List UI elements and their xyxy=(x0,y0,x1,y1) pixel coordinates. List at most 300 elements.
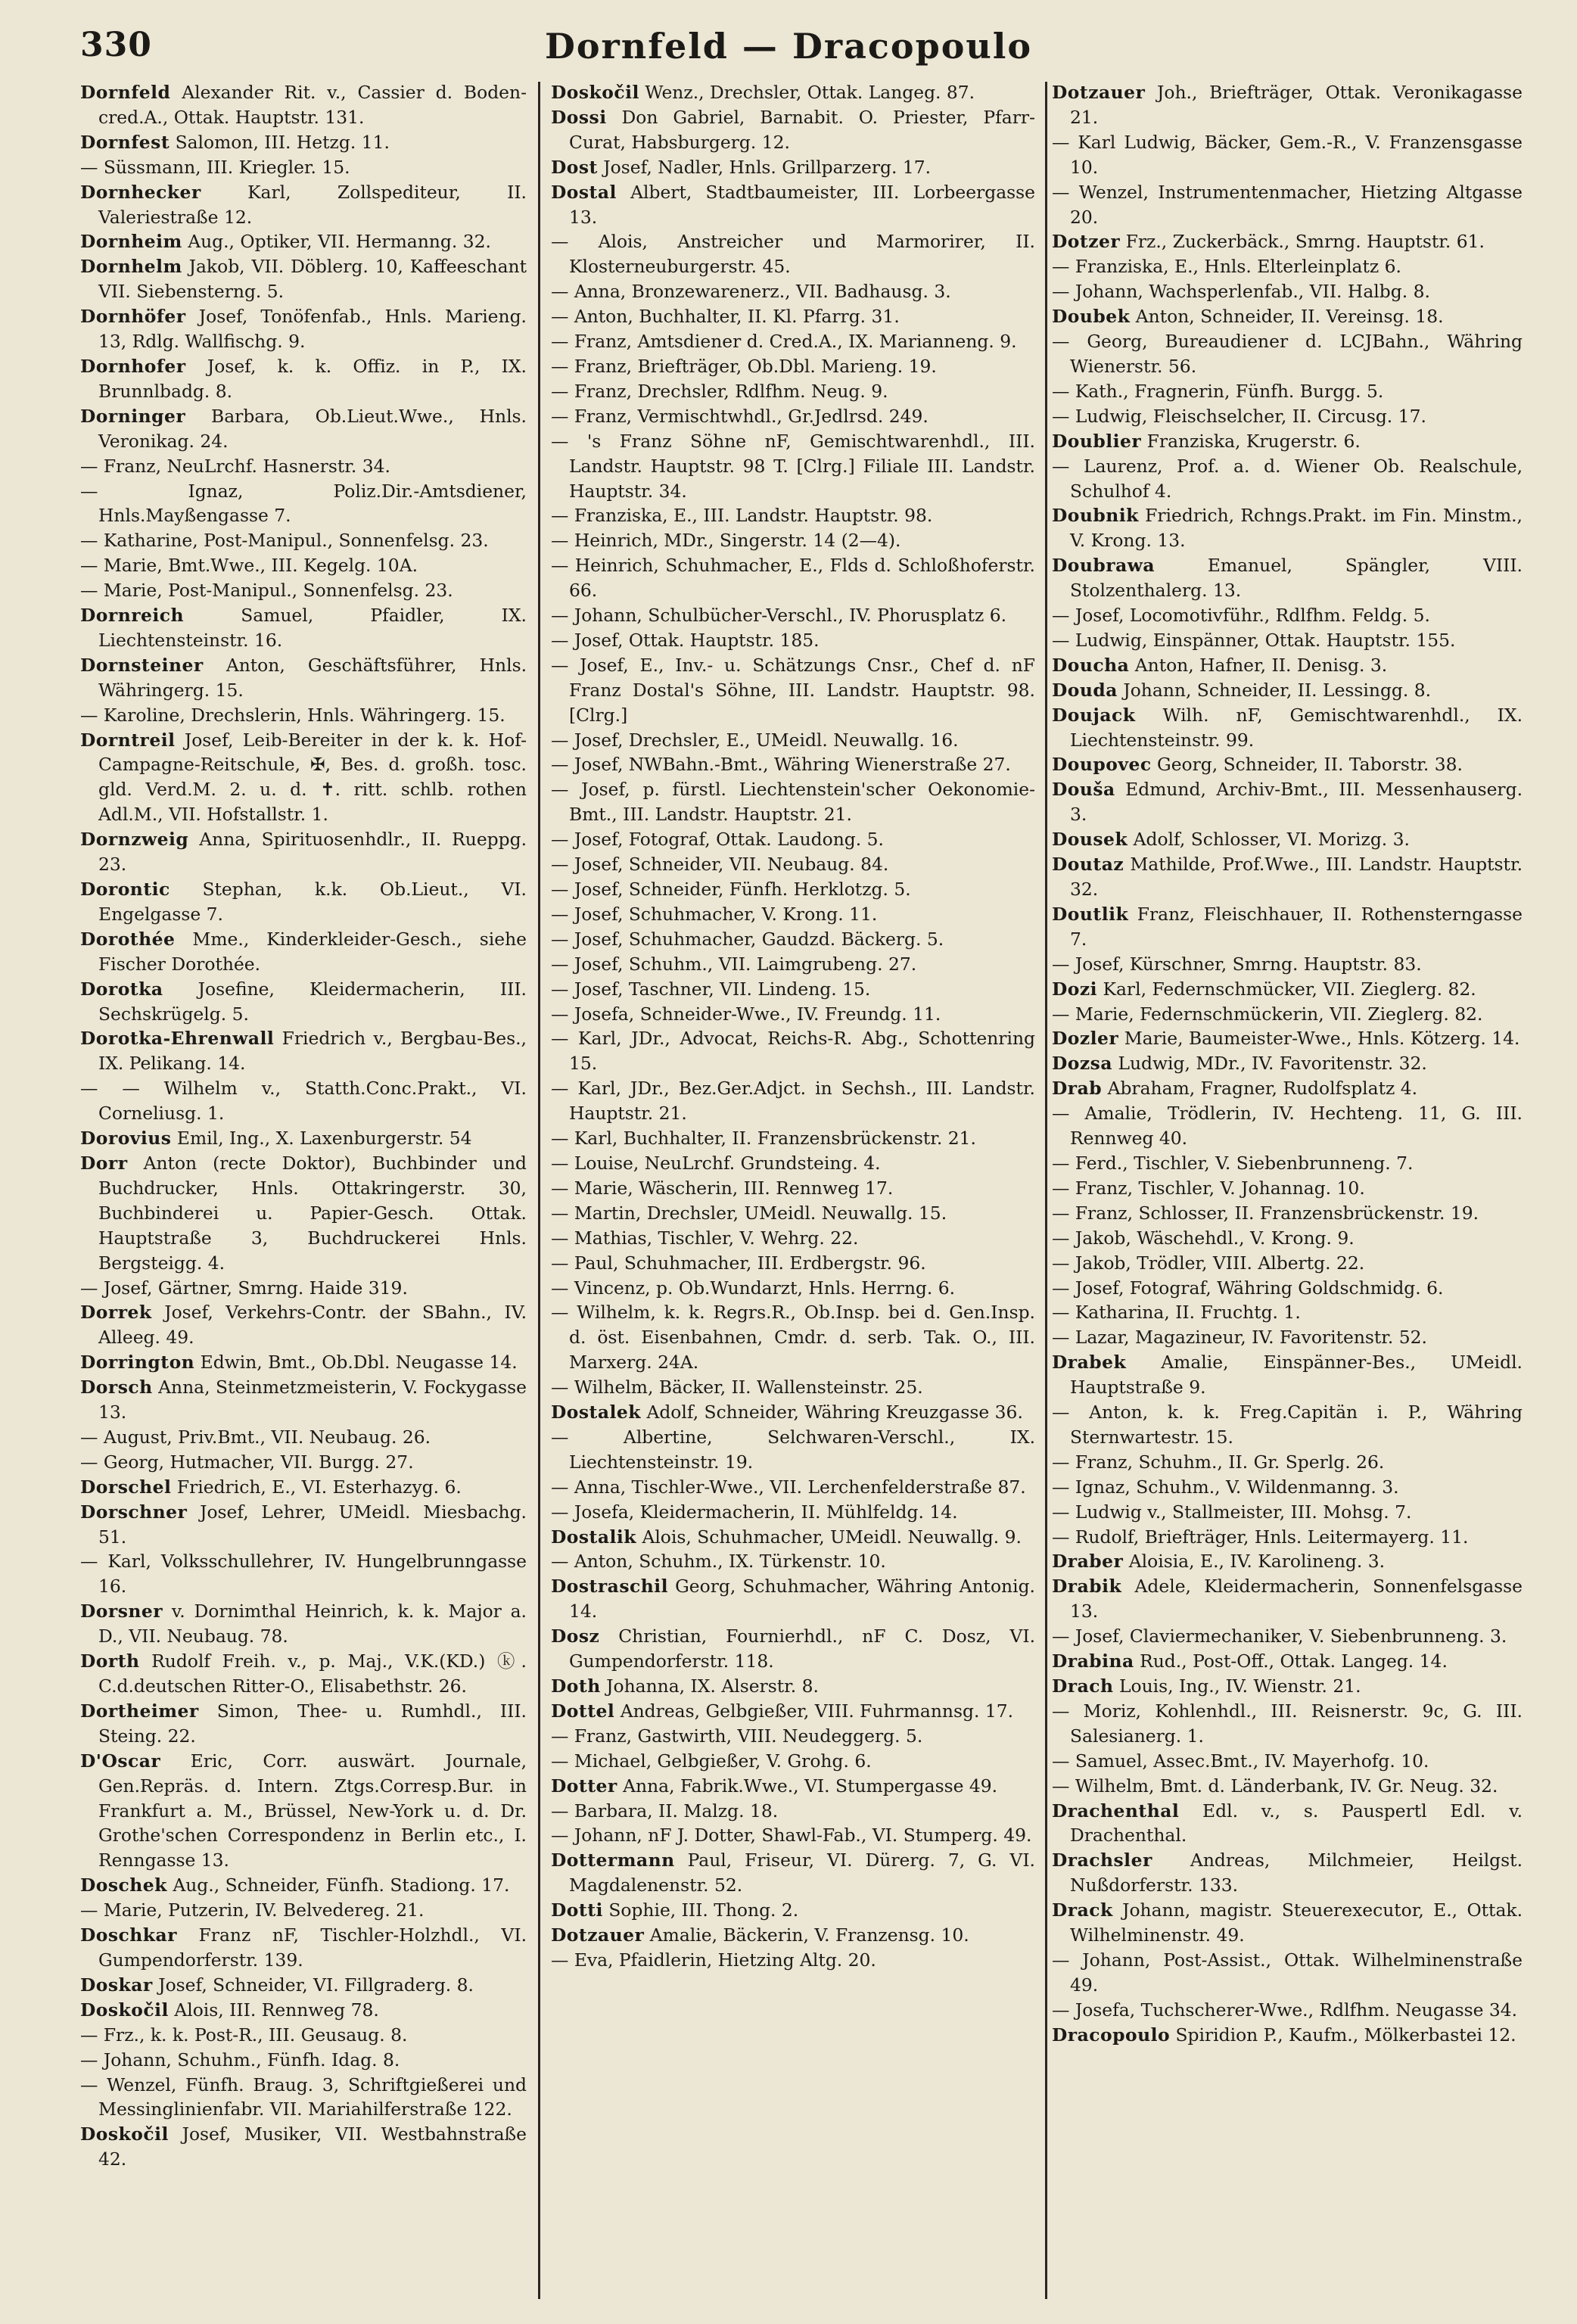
entry-details: — Franz, Amtsdiener d. Cred.A., IX. Marianneng. 9. xyxy=(551,331,1017,353)
entry-details: — Anton, Buchhalter, II. Kl. Pfarrg. 31. xyxy=(551,306,900,328)
directory-entry xyxy=(80,404,527,454)
directory-entry xyxy=(551,105,1035,155)
directory-entry xyxy=(1052,130,1523,180)
directory-entry xyxy=(551,1425,1035,1475)
directory-entry xyxy=(1052,304,1523,329)
directory-entry xyxy=(80,1599,527,1649)
entry-surname: Drachenthal xyxy=(1052,1800,1180,1822)
directory-entry xyxy=(80,180,527,230)
entry-details: — Marie, Federnschmückerin, VII. Zieglerg. 82. xyxy=(1052,1003,1483,1025)
entry-details: — Alois, Anstreicher und Marmorirer, II. Klosterneuburgerstr. 45. xyxy=(551,231,1035,278)
directory-entry xyxy=(1052,80,1523,130)
entry-surname: Draber xyxy=(1052,1551,1124,1573)
entry-details: — Josef, Fotograf, Währing Goldschmidg. 6. xyxy=(1052,1277,1444,1299)
directory-entry xyxy=(1052,1226,1523,1251)
entry-details: — Georg, Bureaudiener d. LCJBahn., Währing Wienerstr. 56. xyxy=(1052,331,1523,377)
entry-details: — Josefa, Kleidermacherin, II. Mühlfeldg. 14. xyxy=(551,1501,958,1523)
entry-details: Wilh. nF, Gemischtwarenhdl., IX. Liechtensteinstr. 99. xyxy=(1070,704,1523,751)
directory-entry xyxy=(1052,229,1523,254)
directory-entry xyxy=(1052,1525,1523,1550)
directory-entry xyxy=(80,528,527,553)
entry-surname: Drabik xyxy=(1052,1576,1122,1598)
entry-details: — Wilhelm, Bmt. d. Länderbank, IV. Gr. Neug. 32. xyxy=(1052,1775,1498,1797)
entry-details: Josef, Leib-Bereiter in der k. k. Hof-Campagne-Reitschule, ✠, Bes. d. großh. tosc. gld. Verd.M. 2. u. d. ✝. ritt. schlb. rothen Adl.M., VII. Hofstallstr. 1. xyxy=(98,729,527,826)
directory-entry xyxy=(1052,1774,1523,1799)
entry-details: — Karl Ludwig, Bäcker, Gem.-R., V. Franzensgasse 10. xyxy=(1052,131,1523,178)
entry-details: — Heinrich, MDr., Singerstr. 14 (2—4). xyxy=(551,530,901,552)
entry-details: — Josef, Schuhmacher, Gaudzd. Bäckerg. 5. xyxy=(551,928,944,950)
directory-entry xyxy=(1052,429,1523,454)
entry-details: Rudolf Freih. v., p. Maj., V.K.(KD.) ⓚ. C.d.deutschen Ritter-O., Elisabethstr. 26. xyxy=(98,1650,527,1697)
entry-surname: Dorotka xyxy=(80,978,163,1000)
entry-details: Josef, Verkehrs-Contr. der SBahn., IV. Alleeg. 49. xyxy=(98,1302,527,1349)
directory-entry xyxy=(80,1873,527,1898)
entry-details: — Paul, Schuhmacher, III. Erdbergstr. 96. xyxy=(551,1252,926,1274)
directory-entry xyxy=(1052,1051,1523,1076)
entry-details: Edl. v., s. Pauspertl Edl. v. Drachenthal. xyxy=(1070,1800,1523,1846)
directory-entry xyxy=(80,1126,527,1151)
entry-surname: Dorsch xyxy=(80,1377,153,1398)
entry-details: Louis, Ing., IV. Wienstr. 21. xyxy=(1118,1675,1361,1697)
entry-details: — Michael, Gelbgießer, V. Grohg. 6. xyxy=(551,1750,872,1772)
entry-surname: Drab xyxy=(1052,1078,1103,1100)
entry-details: Andreas, Milchmeier, Heilgst. Nußdorferstr. 133. xyxy=(1070,1850,1523,1896)
entry-surname: Dorothée xyxy=(80,928,176,950)
entry-details: — Franz, Schlosser, II. Franzensbrückenstr. 19. xyxy=(1052,1202,1479,1224)
entry-surname: Dracopoulo xyxy=(1052,2024,1171,2046)
directory-entry xyxy=(551,1749,1035,1774)
entry-details: — Amalie, Trödlerin, IV. Hechteng. 11, G. III. Rennweg 40. xyxy=(1052,1103,1523,1150)
directory-entry xyxy=(551,752,1035,777)
entry-details: Edwin, Bmt., Ob.Dbl. Neugasse 14. xyxy=(200,1352,518,1374)
entry-surname: Doschkar xyxy=(80,1924,177,1946)
directory-entry xyxy=(551,1026,1035,1076)
page-title: Dornfeld — Dracopoulo xyxy=(544,26,1033,67)
directory-entry xyxy=(80,254,527,304)
column-divider xyxy=(1045,82,1047,2299)
entry-details: — Anton, k. k. Freg.Capitän i. P., Währing Sternwartestr. 15. xyxy=(1052,1402,1523,1448)
entry-surname: D'Oscar xyxy=(80,1750,161,1772)
directory-entry xyxy=(1052,1624,1523,1649)
directory-entry xyxy=(80,553,527,578)
entry-surname: Dostraschil xyxy=(551,1576,669,1598)
column-divider xyxy=(538,82,540,2299)
directory-column-3 xyxy=(1052,80,1523,2305)
directory-entry xyxy=(80,653,527,703)
entry-details: Samuel, Pfaidler, IX. Liechtensteinstr. 16. xyxy=(98,605,527,651)
entry-details: — Franziska, E., Hnls. Elterleinplatz 6. xyxy=(1052,256,1401,278)
entry-surname: Doupovec xyxy=(1052,754,1152,776)
directory-entry xyxy=(80,927,527,977)
entry-details: — Josefa, Schneider-Wwe., IV. Freundg. 11. xyxy=(551,1003,941,1025)
entry-details: Aloisia, E., IV. Karolineng. 3. xyxy=(1128,1551,1386,1573)
directory-entry xyxy=(1052,503,1523,553)
directory-entry xyxy=(80,877,527,927)
entry-details: — Albertine, Selchwaren-Verschl., IX. Liechtensteinstr. 19. xyxy=(551,1426,1035,1473)
directory-entry xyxy=(80,1500,527,1550)
directory-entry xyxy=(80,2073,527,2123)
entry-surname: Doskar xyxy=(80,1974,153,1996)
entry-details: — Heinrich, Schuhmacher, E., Flds d. Schloßhoferstr. 66. xyxy=(551,555,1035,602)
entry-surname: Dorovius xyxy=(80,1128,172,1150)
directory-entry xyxy=(551,1226,1035,1251)
entry-details: Josef, Nadler, Hnls. Grillparzerg. 17. xyxy=(603,156,932,178)
directory-entry xyxy=(551,1799,1035,1824)
entry-details: — Rudolf, Briefträger, Hnls. Leitermayerg. 11. xyxy=(1052,1526,1469,1548)
entry-details: Simon, Thee- u. Rumhdl., III. Steing. 22. xyxy=(98,1700,527,1747)
entry-details: Emanuel, Spängler, VIII. Stolzenthalerg. 13. xyxy=(1070,555,1523,602)
directory-entry xyxy=(1052,1500,1523,1525)
entry-surname: Douda xyxy=(1052,679,1118,701)
entry-surname: Dorrek xyxy=(80,1302,152,1324)
directory-entry xyxy=(80,1450,527,1475)
directory-entry xyxy=(80,1898,527,1923)
entry-surname: Dost xyxy=(551,156,598,178)
entry-details: — Johann, Wachsperlenfab., VII. Halbg. 8. xyxy=(1052,281,1430,303)
directory-entry xyxy=(551,279,1035,304)
entry-details: Aug., Optiker, VII. Hermanng. 32. xyxy=(188,231,491,253)
entry-details: — Josef, Ottak. Hauptstr. 185. xyxy=(551,629,820,651)
directory-entry xyxy=(551,528,1035,553)
entry-details: — Marie, Bmt.Wwe., III. Kegelg. 10A. xyxy=(80,555,418,577)
entry-details: — Vincenz, p. Ob.Wundarzt, Hnls. Herrng. 6. xyxy=(551,1277,956,1299)
directory-entry xyxy=(80,2023,527,2048)
entry-details: — Karl, Volksschullehrer, IV. Hungelbrunngasse 16. xyxy=(80,1551,527,1598)
entry-surname: Dorschner xyxy=(80,1501,188,1523)
directory-entry xyxy=(80,1375,527,1425)
directory-entry xyxy=(1052,1076,1523,1101)
entry-surname: Dorntreil xyxy=(80,729,176,751)
directory-entry xyxy=(80,1026,527,1076)
entry-details: — Kath., Fragnerin, Fünfh. Burgg. 5. xyxy=(1052,380,1384,402)
entry-details: Jakob, VII. Döblerg. 10, Kaffeeschant VII. Siebensterng. 5. xyxy=(98,256,527,303)
directory-entry xyxy=(80,1076,527,1126)
directory-entry xyxy=(551,1848,1035,1898)
entry-details: Mme., Kinderkleider-Gesch., siehe Fischer Dorothée. xyxy=(98,928,527,975)
entry-surname: Dotzer xyxy=(1052,231,1121,253)
entry-details: Josef, k. k. Offiz. in P., IX. Brunnlbadg. 8. xyxy=(98,355,527,402)
directory-entry xyxy=(1052,454,1523,504)
directory-entry xyxy=(551,1475,1035,1500)
entry-details: Don Gabriel, Barnabit. O. Priester, Pfarr-Curat, Habsburgerg. 12. xyxy=(569,106,1035,153)
entry-details: — Franz, Tischler, V. Johannag. 10. xyxy=(1052,1177,1365,1199)
entry-surname: Dorsner xyxy=(80,1601,163,1622)
entry-details: — Franz, Briefträger, Ob.Dbl. Marieng. 19. xyxy=(551,355,937,377)
entry-details: Friedrich, Rchngs.Prakt. im Fin. Minstm., V. Krong. 13. xyxy=(1070,505,1523,552)
directory-entry xyxy=(551,1251,1035,1276)
directory-entry xyxy=(1052,404,1523,429)
entry-surname: Dotti xyxy=(551,1899,603,1921)
directory-entry xyxy=(1052,1898,1523,1948)
entry-details: — Louise, NeuLrchf. Grundsteing. 4. xyxy=(551,1152,881,1174)
entry-details: Adele, Kleidermacherin, Sonnenfelsgasse 13. xyxy=(1070,1576,1523,1622)
directory-entry xyxy=(80,977,527,1027)
entry-details: Josef, Tonöfenfab., Hnls. Marieng. 13, Rdlg. Wallfischg. 9. xyxy=(98,306,527,353)
directory-entry xyxy=(1052,1101,1523,1151)
directory-entry xyxy=(1052,1699,1523,1749)
entry-surname: Dorschel xyxy=(80,1476,172,1498)
entry-surname: Dozi xyxy=(1052,978,1098,1000)
directory-entry xyxy=(1052,180,1523,230)
directory-entry xyxy=(80,454,527,479)
entry-details: — Josef, Claviermechaniker, V. Siebenbrunneng. 3. xyxy=(1052,1626,1507,1647)
entry-details: Karl, Zollspediteur, II. Valeriestraße 12. xyxy=(98,181,527,228)
entry-details: Paul, Friseur, VI. Dürerg. 7, G. VI. Magdalenenstr. 52. xyxy=(569,1850,1035,1896)
entry-surname: Dornhöfer xyxy=(80,306,186,328)
entry-details: Eric, Corr. auswärt. Journale, Gen.Repräs. d. Intern. Ztgs.Corresp.Bur. in Frankfurt a. M., Brüssel, New-York u. d. Dr. Grothe'schen Correspondenz in Berlin etc., I. Renngasse 13. xyxy=(98,1750,527,1871)
entry-details: — Süssmann, III. Kriegler. 15. xyxy=(80,156,350,178)
entry-details: — Franz, Drechsler, Rdlfhm. Neug. 9. xyxy=(551,380,888,402)
entry-details: Josef, Musiker, VII. Westbahnstraße 42. xyxy=(98,2123,527,2170)
entry-details: Alexander Rit. v., Cassier d. Boden-cred.A., Ottak. Hauptstr. 131. xyxy=(98,82,527,128)
entry-surname: Dorotka-Ehrenwall xyxy=(80,1028,275,1050)
entry-details: — Franz, Vermischtwhdl., Gr.Jedlrsd. 249. xyxy=(551,405,928,427)
directory-entry xyxy=(551,429,1035,504)
entry-details: Edmund, Archiv-Bmt., III. Messenhauserg. 3. xyxy=(1070,779,1523,826)
entry-surname: Dornsteiner xyxy=(80,654,204,676)
entry-details: Karl, Federnschmücker, VII. Zieglerg. 82. xyxy=(1103,978,1476,1000)
entry-details: — Laurenz, Prof. a. d. Wiener Ob. Realschule, Schulhof 4. xyxy=(1052,455,1523,502)
entry-surname: Dotzauer xyxy=(551,1924,645,1946)
entry-details: — — Wilhelm v., Statth.Conc.Prakt., VI. Corneliusg. 1. xyxy=(80,1078,527,1125)
entry-details: — Ludwig, Einspänner, Ottak. Hauptstr. 155. xyxy=(1052,629,1456,651)
directory-entry xyxy=(551,80,1035,105)
entry-surname: Doutaz xyxy=(1052,854,1124,876)
directory-entry xyxy=(551,1823,1035,1848)
entry-surname: Dornfeld xyxy=(80,82,171,103)
entry-details: — Josef, Schneider, Fünfh. Herklotzg. 5. xyxy=(551,879,911,900)
entry-details: Abraham, Fragner, Rudolfsplatz 4. xyxy=(1107,1078,1418,1100)
directory-entry xyxy=(1052,653,1523,678)
directory-entry xyxy=(1052,752,1523,777)
entry-details: — Marie, Post-Manipul., Sonnenfelsg. 23. xyxy=(80,580,453,602)
directory-entry xyxy=(551,1300,1035,1375)
directory-entry xyxy=(1052,1350,1523,1400)
directory-entry xyxy=(1052,1574,1523,1624)
entry-surname: Dorth xyxy=(80,1650,140,1672)
entry-details: — Josef, Schuhmacher, V. Krong. 11. xyxy=(551,903,878,925)
entry-details: — Josef, E., Inv.- u. Schätzungs Cnsr., Chef d. nF Franz Dostal's Söhne, III. Landstr. Hauptstr. 98. [Clrg.] xyxy=(551,654,1035,726)
entry-details: Franz nF, Tischler-Holzhdl., VI. Gumpendorferstr. 139. xyxy=(98,1924,527,1971)
entry-details: v. Dornimthal Heinrich, k. k. Major a. D., VII. Neubaug. 78. xyxy=(98,1601,527,1647)
entry-surname: Doujack xyxy=(1052,704,1136,726)
entry-surname: Doskočil xyxy=(80,2123,169,2145)
entry-details: — Josef, Drechsler, E., UMeidl. Neuwallg. 16. xyxy=(551,729,959,751)
entry-details: — Karl, Buchhalter, II. Franzensbrückenstr. 21. xyxy=(551,1128,976,1150)
entry-details: — Samuel, Assec.Bmt., IV. Mayerhofg. 10. xyxy=(1052,1750,1429,1772)
directory-entry xyxy=(1052,1026,1523,1051)
entry-details: — Marie, Wäscherin, III. Rennweg 17. xyxy=(551,1177,894,1199)
directory-entry xyxy=(551,1898,1035,1923)
entry-details: Barbara, Ob.Lieut.Wwe., Hnls. Veronikag. 24. xyxy=(98,405,527,452)
entry-details: — Josef, Taschner, VII. Lindeng. 15. xyxy=(551,978,871,1000)
entry-details: — Josef, Schneider, VII. Neubaug. 84. xyxy=(551,854,889,876)
entry-details: — Wilhelm, k. k. Regrs.R., Ob.Insp. bei d. Gen.Insp. d. öst. Eisenbahnen, Cmdr. d. serb. Tak. O., III. Marxerg. 24A. xyxy=(551,1302,1035,1374)
entry-details: Joh., Briefträger, Ottak. Veronikagasse 21. xyxy=(1070,82,1523,128)
entry-details: Friedrich, E., VI. Esterhazyg. 6. xyxy=(176,1476,462,1498)
directory-entry xyxy=(551,155,1035,180)
directory-entry xyxy=(1052,1674,1523,1699)
entry-surname: Douša xyxy=(1052,779,1115,801)
entry-details: Johann, magistr. Steuerexecutor, E., Ottak. Wilhelminenstr. 49. xyxy=(1070,1899,1523,1946)
entry-details: — Wenzel, Instrumentenmacher, Hietzing Altgasse 20. xyxy=(1052,181,1523,228)
entry-details: — Karl, JDr., Advocat, Reichs-R. Abg., Schottenring 15. xyxy=(551,1028,1035,1075)
directory-entry xyxy=(551,503,1035,528)
entry-surname: Doutlik xyxy=(1052,903,1129,925)
entry-details: Friedrich v., Bergbau-Bes., IX. Pelikang. 14. xyxy=(98,1028,527,1075)
entry-surname: Dosz xyxy=(551,1626,600,1647)
directory-entry xyxy=(551,1574,1035,1624)
entry-details: Albert, Stadtbaumeister, III. Lorbeergasse 13. xyxy=(569,181,1035,228)
entry-details: Andreas, Gelbgießer, VIII. Fuhrmannsg. 17. xyxy=(620,1700,1014,1722)
entry-details: — Josef, NWBahn.-Bmt., Währing Wienerstraße 27. xyxy=(551,754,1011,776)
directory-entry xyxy=(551,827,1035,852)
directory-entry xyxy=(551,603,1035,628)
directory-entry xyxy=(80,703,527,728)
directory-entry xyxy=(80,1151,527,1276)
entry-details: Georg, Schuhmacher, Währing Antonig. 14. xyxy=(569,1576,1035,1622)
entry-details: Anton, Schneider, II. Vereinsg. 18. xyxy=(1135,306,1444,328)
directory-column-2 xyxy=(551,80,1035,2305)
directory-entry xyxy=(1052,1151,1523,1176)
entry-surname: Dornhofer xyxy=(80,355,186,377)
entry-details: Rud., Post-Off., Ottak. Langeg. 14. xyxy=(1140,1650,1448,1672)
directory-entry xyxy=(80,1475,527,1500)
directory-entry xyxy=(551,180,1035,230)
entry-details: — Anton, Schuhm., IX. Türkenstr. 10. xyxy=(551,1551,886,1573)
directory-entry xyxy=(80,1998,527,2023)
entry-details: — Josef, Fotograf, Ottak. Laudong. 5. xyxy=(551,829,884,851)
entry-details: — August, Priv.Bmt., VII. Neubaug. 26. xyxy=(80,1426,431,1448)
directory-entry xyxy=(80,1973,527,1998)
directory-entry xyxy=(80,80,527,130)
entry-details: — Franziska, E., III. Landstr. Hauptstr. 98. xyxy=(551,505,933,527)
directory-entry xyxy=(1052,777,1523,827)
entry-surname: Doubrawa xyxy=(1052,555,1156,577)
directory-entry xyxy=(80,827,527,877)
entry-details: Frz., Zuckerbäck., Smrng. Hauptstr. 61. xyxy=(1125,231,1485,253)
directory-entry xyxy=(551,1724,1035,1749)
directory-entry xyxy=(1052,1998,1523,2023)
entry-surname: Dotzauer xyxy=(1052,82,1146,103)
directory-entry xyxy=(551,1948,1035,1973)
directory-entry xyxy=(551,902,1035,927)
entry-details: Alois, Schuhmacher, UMeidl. Neuwallg. 9. xyxy=(642,1526,1022,1548)
directory-entry xyxy=(1052,379,1523,404)
directory-entry xyxy=(551,1151,1035,1176)
directory-entry xyxy=(551,977,1035,1002)
entry-details: Josefine, Kleidermacherin, III. Sechskrügelg. 5. xyxy=(98,978,527,1025)
directory-entry xyxy=(80,1649,527,1699)
entry-surname: Dorontic xyxy=(80,879,170,900)
directory-entry xyxy=(80,1425,527,1450)
directory-column-1 xyxy=(80,80,527,2305)
entry-details: Amalie, Bäckerin, V. Franzensg. 10. xyxy=(649,1924,969,1946)
entry-details: — Ludwig, Fleischselcher, II. Circusg. 17. xyxy=(1052,405,1426,427)
directory-entry xyxy=(1052,1176,1523,1201)
entry-surname: Doubnik xyxy=(1052,505,1139,527)
directory-entry xyxy=(80,1749,527,1874)
directory-entry xyxy=(551,1076,1035,1126)
entry-details: — Katharina, II. Fruchtg. 1. xyxy=(1052,1302,1301,1324)
directory-entry xyxy=(1052,628,1523,653)
directory-entry xyxy=(551,1126,1035,1151)
directory-entry xyxy=(80,130,527,155)
directory-entry xyxy=(551,777,1035,827)
entry-details: — Barbara, II. Malzg. 18. xyxy=(551,1800,779,1822)
entry-surname: Dorninger xyxy=(80,405,186,427)
entry-surname: Doublier xyxy=(1052,430,1142,452)
directory-entry xyxy=(551,379,1035,404)
entry-details: Wenz., Drechsler, Ottak. Langeg. 87. xyxy=(645,82,975,103)
directory-entry xyxy=(1052,1450,1523,1475)
directory-entry xyxy=(551,1500,1035,1525)
directory-entry xyxy=(80,155,527,180)
directory-entry xyxy=(1052,2023,1523,2048)
entry-surname: Drabina xyxy=(1052,1650,1134,1672)
directory-entry xyxy=(1052,1276,1523,1301)
entry-details: — Georg, Hutmacher, VII. Burgg. 27. xyxy=(80,1451,414,1473)
directory-entry xyxy=(551,1276,1035,1301)
directory-entry xyxy=(1052,678,1523,703)
entry-surname: Dozsa xyxy=(1052,1053,1112,1075)
entry-details: Emil, Ing., X. Laxenburgerstr. 54 xyxy=(176,1128,472,1150)
directory-entry xyxy=(80,1699,527,1749)
entry-details: — Karoline, Drechslerin, Hnls. Währingerg. 15. xyxy=(80,704,505,726)
entry-details: Aug., Schneider, Fünfh. Stadiong. 17. xyxy=(173,1874,510,1896)
entry-surname: Drachsler xyxy=(1052,1850,1152,1871)
directory-entry xyxy=(551,728,1035,753)
directory-entry xyxy=(80,1549,527,1599)
directory-entry xyxy=(551,1923,1035,1948)
entry-surname: Dostal xyxy=(551,181,617,203)
directory-entry xyxy=(1052,852,1523,902)
directory-entry xyxy=(551,304,1035,329)
directory-entry xyxy=(1052,1948,1523,1998)
entry-surname: Dortheimer xyxy=(80,1700,199,1722)
entry-surname: Drach xyxy=(1052,1675,1114,1697)
entry-surname: Dorrington xyxy=(80,1352,195,1374)
directory-entry xyxy=(80,1923,527,1973)
entry-surname: Dornreich xyxy=(80,605,185,627)
entry-details: — 's Franz Söhne nF, Gemischtwarenhdl., III. Landstr. Hauptstr. 98 T. [Clrg.] Filiale III. Landstr. Hauptstr. 34. xyxy=(551,430,1035,502)
directory-entry xyxy=(80,2122,527,2172)
directory-entry xyxy=(1052,1300,1523,1325)
entry-details: — Johann, Post-Assist., Ottak. Wilhelminenstraße 49. xyxy=(1052,1949,1523,1996)
entry-surname: Doucha xyxy=(1052,654,1130,676)
entry-details: — Martin, Drechsler, UMeidl. Neuwallg. 15. xyxy=(551,1202,947,1224)
entry-details: — Wilhelm, Bäcker, II. Wallensteinstr. 25. xyxy=(551,1377,923,1398)
directory-entry xyxy=(1052,254,1523,279)
entry-details: Amalie, Einspänner-Bes., UMeidl. Hauptstraße 9. xyxy=(1070,1352,1523,1398)
entry-details: Salomon, III. Hetzg. 11. xyxy=(175,131,390,153)
entry-details: — Eva, Pfaidlerin, Hietzing Altg. 20. xyxy=(551,1949,876,1971)
entry-surname: Dornzweig xyxy=(80,829,189,851)
directory-entry xyxy=(551,1699,1035,1724)
entry-details: Johanna, IX. Alserstr. 8. xyxy=(606,1675,819,1697)
directory-entry xyxy=(1052,1749,1523,1774)
entry-details: Johann, Schneider, II. Lessingg. 8. xyxy=(1123,679,1432,701)
entry-details: — Frz., k. k. Post-R., III. Geusaug. 8. xyxy=(80,2024,408,2046)
directory-entry xyxy=(1052,703,1523,753)
entry-surname: Doskočil xyxy=(551,82,639,103)
entry-surname: Dozler xyxy=(1052,1028,1119,1050)
entry-details: — Johann, Schuhm., Fünfh. Idag. 8. xyxy=(80,2049,400,2070)
directory-entry xyxy=(80,603,527,653)
entry-details: — Franz, NeuLrchf. Hasnerstr. 34. xyxy=(80,455,390,477)
directory-entry xyxy=(80,728,527,828)
directory-entry xyxy=(551,952,1035,977)
